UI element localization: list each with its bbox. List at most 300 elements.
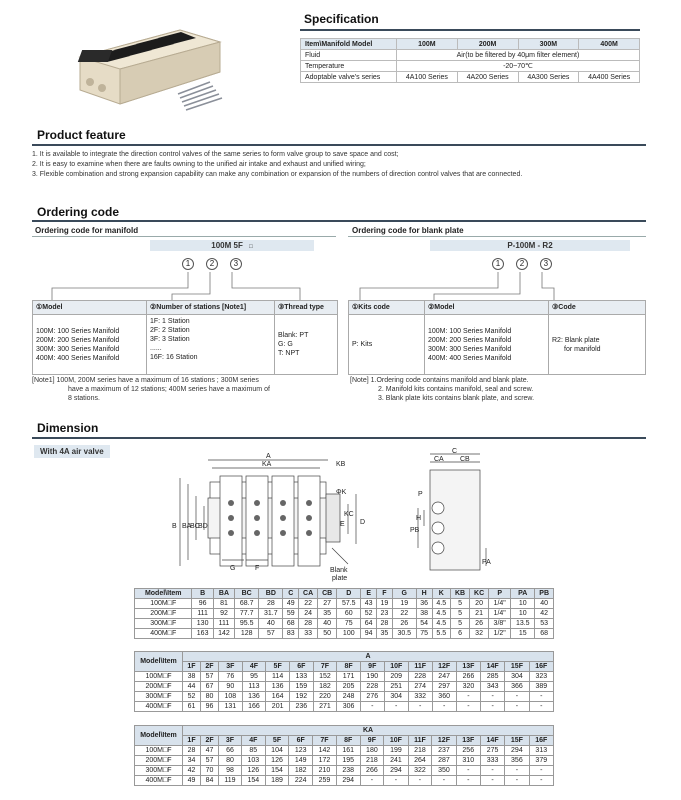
table-cell: 164 xyxy=(266,692,290,702)
table-cell: 4.5 xyxy=(432,609,450,619)
order-header: ③Thread type xyxy=(275,301,338,315)
table-cell: 15 xyxy=(511,629,535,639)
manifold-code-box: □ xyxy=(249,244,253,250)
table-cell: 81 xyxy=(213,599,234,609)
table-cell: - xyxy=(432,776,456,786)
table-cell: 76 xyxy=(219,672,243,682)
label-G: G xyxy=(230,565,236,572)
column-header: 7F xyxy=(313,736,337,746)
table-cell: 180 xyxy=(360,746,384,756)
manifold-front-drawing xyxy=(160,448,380,583)
column-header: 7F xyxy=(313,662,337,672)
spec-value: 4A200 Series xyxy=(457,72,518,83)
table-cell: 171 xyxy=(337,672,361,682)
column-header: 5F xyxy=(265,736,289,746)
table-cell: 271 xyxy=(313,702,337,712)
label-P: P xyxy=(418,491,423,498)
column-header: 6F xyxy=(289,662,313,672)
row-label: 400M□F xyxy=(135,702,183,712)
table-cell: 80 xyxy=(219,756,242,766)
column-header: 13F xyxy=(456,662,480,672)
label-F: F xyxy=(255,565,260,572)
table-cell: 322 xyxy=(408,766,432,776)
model-option: 200M: 200 Series Manifold xyxy=(36,336,120,344)
table-cell: 32 xyxy=(470,629,489,639)
table-cell: 113 xyxy=(242,682,266,692)
table-cell: 28 xyxy=(377,619,393,629)
table-cell: 111 xyxy=(213,619,234,629)
table-cell: 5 xyxy=(450,609,469,619)
table-cell: 236 xyxy=(289,702,313,712)
column-header: 16F xyxy=(529,662,553,672)
table-cell: 4.5 xyxy=(432,599,450,609)
spec-header: 200M xyxy=(457,39,518,50)
table-cell: 199 xyxy=(384,746,408,756)
table-cell: 57 xyxy=(259,629,283,639)
table-cell: 131 xyxy=(219,702,243,712)
table-cell: 42 xyxy=(535,609,554,619)
table-cell: 119 xyxy=(219,776,242,786)
table-cell: 6 xyxy=(450,629,469,639)
table-cell: 40 xyxy=(259,619,283,629)
feature-title: Product feature xyxy=(37,128,126,142)
marker-1: 1 xyxy=(492,258,504,270)
manifold-code xyxy=(150,240,314,251)
manifold-subtitle: Ordering code for manifold xyxy=(35,226,139,235)
label-H: H xyxy=(416,515,422,522)
blank-markers xyxy=(492,258,552,270)
column-header: BA xyxy=(213,589,234,599)
table-cell: 276 xyxy=(360,692,384,702)
label-KA: KA xyxy=(262,461,272,468)
table-cell: 205 xyxy=(337,682,361,692)
table-cell: 38 xyxy=(416,609,432,619)
label-C: C xyxy=(452,448,458,455)
column-header: C xyxy=(283,589,299,599)
column-header: 13F xyxy=(456,736,480,746)
table-cell: 220 xyxy=(313,692,337,702)
manifold-markers xyxy=(182,258,242,270)
table-cell: 49 xyxy=(283,599,299,609)
row-label: 200M□F xyxy=(135,756,183,766)
table-cell: 27 xyxy=(318,599,337,609)
model-option: 300M: 300 Series Manifold xyxy=(36,345,120,353)
table-cell: - xyxy=(529,766,553,776)
column-header: 11F xyxy=(408,662,432,672)
table-cell: 266 xyxy=(456,672,480,682)
table-cell: 57 xyxy=(201,672,219,682)
table-cell: 75 xyxy=(416,629,432,639)
spec-value: 4A400 Series xyxy=(579,72,640,83)
column-header: BD xyxy=(259,589,283,599)
thread-option: Blank: PT xyxy=(278,332,309,339)
table-cell: 320 xyxy=(456,682,480,692)
thread-option: T: NPT xyxy=(278,350,300,357)
label-CA: CA xyxy=(434,456,444,463)
column-header: CA xyxy=(299,589,318,599)
table-cell: 68 xyxy=(535,629,554,639)
model-option: 100M: 100 Series Manifold xyxy=(428,327,512,335)
table-cell: 259 xyxy=(313,776,337,786)
blank-code: P-100M - R2 xyxy=(430,240,630,251)
table-cell: 149 xyxy=(289,756,313,766)
table-cell: 389 xyxy=(529,682,553,692)
table-cell: - xyxy=(529,692,553,702)
column-header: PA xyxy=(511,589,535,599)
table-cell: 266 xyxy=(360,766,384,776)
table-cell: 53 xyxy=(535,619,554,629)
table-cell: 224 xyxy=(289,776,313,786)
table-cell: 251 xyxy=(384,682,408,692)
station-option: 1F: 1 Station xyxy=(150,318,190,325)
table-cell: 57 xyxy=(201,756,219,766)
manifold-notes xyxy=(32,376,270,403)
table-cell: 35 xyxy=(318,609,337,619)
table-cell: 30.5 xyxy=(392,629,416,639)
table-cell: 1/4" xyxy=(489,599,511,609)
label-B: B xyxy=(172,523,177,530)
column-header: 10F xyxy=(384,662,408,672)
station-option: 2F: 2 Station xyxy=(150,327,190,334)
table-cell: 294 xyxy=(336,776,360,786)
column-header: 14F xyxy=(480,736,504,746)
table-cell: 21 xyxy=(470,609,489,619)
table-cell: 54 xyxy=(416,619,432,629)
table-cell: - xyxy=(529,776,553,786)
table-cell: - xyxy=(408,702,432,712)
spec-label: Fluid xyxy=(301,50,397,61)
column-header: 10F xyxy=(384,736,408,746)
table-cell: 154 xyxy=(265,766,289,776)
feature-list xyxy=(32,150,672,180)
table-cell: 22 xyxy=(299,599,318,609)
column-header: 5F xyxy=(266,662,290,672)
table-cell: 247 xyxy=(432,672,456,682)
table-cell: 5 xyxy=(450,599,469,609)
column-header: CB xyxy=(318,589,337,599)
spec-header: Item\Manifold Model xyxy=(301,39,397,50)
note-line: [Note1] 100M, 200M series have a maximum of 16 stations ; 300M series xyxy=(32,377,259,384)
table-cell: 103 xyxy=(241,756,265,766)
table-cell: 360 xyxy=(432,692,456,702)
table-cell: 40 xyxy=(318,619,337,629)
model-option: 400M: 400 Series Manifold xyxy=(428,354,512,362)
note-line: 8 stations. xyxy=(68,395,100,402)
table-cell: 40 xyxy=(535,599,554,609)
table-cell: 28 xyxy=(299,619,318,629)
table-cell: - xyxy=(384,776,408,786)
marker-1: 1 xyxy=(182,258,194,270)
table-row xyxy=(135,599,554,609)
table-cell: 68 xyxy=(283,619,299,629)
table-cell: 96 xyxy=(201,702,219,712)
column-header: E xyxy=(361,589,377,599)
table-row xyxy=(135,629,554,639)
table-cell: 366 xyxy=(505,682,529,692)
table-cell: 210 xyxy=(313,766,337,776)
table-cell: 163 xyxy=(192,629,213,639)
table-cell: 67 xyxy=(201,682,219,692)
table-cell: - xyxy=(456,766,480,776)
column-header: 1F xyxy=(183,662,201,672)
column-header: 6F xyxy=(289,736,313,746)
manifold-photo xyxy=(70,12,240,117)
table-cell: - xyxy=(456,776,480,786)
table-cell: 297 xyxy=(432,682,456,692)
table-cell: 218 xyxy=(360,756,384,766)
code-option: for manifold xyxy=(564,345,601,353)
label-BC: BC xyxy=(190,523,200,530)
table-cell: 192 xyxy=(289,692,313,702)
label-D: D xyxy=(360,519,366,526)
table-cell: 238 xyxy=(336,766,360,776)
label-CB: CB xyxy=(460,456,470,463)
label-plate: plate xyxy=(332,575,348,582)
table-cell: 159 xyxy=(289,682,313,692)
group-header: A xyxy=(183,652,554,662)
dimension-table-KA xyxy=(134,725,554,786)
table-cell: 333 xyxy=(480,756,504,766)
label-PhiK: ΦK xyxy=(336,489,347,496)
table-cell: 304 xyxy=(505,672,529,682)
spec-label: Temperature xyxy=(301,61,397,72)
corner-header: Model\Item xyxy=(135,726,183,746)
row-label: 100M□F xyxy=(135,599,192,609)
table-cell: 123 xyxy=(289,746,313,756)
column-header: 1F xyxy=(183,736,201,746)
table-cell: 332 xyxy=(408,692,432,702)
table-cell: - xyxy=(481,702,505,712)
column-header: 4F xyxy=(241,736,265,746)
row-label: 300M□F xyxy=(135,692,183,702)
table-cell: 75 xyxy=(337,619,361,629)
column-header: 3F xyxy=(219,736,242,746)
table-cell: 356 xyxy=(505,756,529,766)
column-header: 11F xyxy=(408,736,432,746)
table-cell: - xyxy=(505,766,529,776)
table-cell: - xyxy=(360,702,384,712)
spec-label: Adoptable valve's series xyxy=(301,72,397,83)
table-cell: 23 xyxy=(377,609,393,619)
table-cell: 61 xyxy=(183,702,201,712)
marker-3: 3 xyxy=(230,258,242,270)
table-cell: 95.5 xyxy=(235,619,259,629)
feature-item: 3. Flexible combination and strong expansion capability can make any combination or expansion of the numbers of direction control valves that are connected. xyxy=(32,171,523,178)
table-cell: 182 xyxy=(289,766,313,776)
table-cell: 237 xyxy=(432,746,456,756)
table-cell: 26 xyxy=(470,619,489,629)
table-cell: 44 xyxy=(183,682,201,692)
table-cell: 264 xyxy=(408,756,432,766)
table-cell: 19 xyxy=(392,599,416,609)
table-cell: 142 xyxy=(313,746,337,756)
table-cell: 228 xyxy=(360,682,384,692)
column-header: 9F xyxy=(360,736,384,746)
table-cell: 33 xyxy=(299,629,318,639)
table-cell: 70 xyxy=(201,766,219,776)
table-cell: - xyxy=(529,702,553,712)
station-option: ...... xyxy=(150,345,162,352)
label-KC: KC xyxy=(344,511,354,518)
dimension-table-main xyxy=(134,588,554,639)
table-cell: 95 xyxy=(242,672,266,682)
kits-option: P: Kits xyxy=(352,341,373,348)
table-cell: 209 xyxy=(384,672,408,682)
table-cell: 154 xyxy=(241,776,265,786)
note-line: 2. Manifold kits contains manifold, seal and screw. xyxy=(378,386,534,393)
model-option: 400M: 400 Series Manifold xyxy=(36,354,120,362)
column-header: KC xyxy=(470,589,489,599)
column-header: 14F xyxy=(481,662,505,672)
table-cell: 313 xyxy=(529,746,553,756)
table-row xyxy=(135,619,554,629)
table-cell: 294 xyxy=(505,746,529,756)
table-cell: 28 xyxy=(259,599,283,609)
table-cell: 10 xyxy=(511,599,535,609)
column-header: K xyxy=(432,589,450,599)
table-cell: 4.5 xyxy=(432,619,450,629)
table-row xyxy=(135,766,554,776)
table-cell: 201 xyxy=(266,702,290,712)
table-cell: 323 xyxy=(529,672,553,682)
table-cell: 136 xyxy=(266,682,290,692)
table-cell: 85 xyxy=(241,746,265,756)
label-BD: BD xyxy=(198,523,208,530)
table-cell: 36 xyxy=(416,599,432,609)
table-cell: 172 xyxy=(313,756,337,766)
column-header: 16F xyxy=(529,736,553,746)
feature-item: 2. It is easy to examine when there are faults owning to the unified air intake and exhaust and unified wiring; xyxy=(32,161,366,168)
label-blank: Blank xyxy=(330,567,348,574)
label-KB: KB xyxy=(336,461,346,468)
column-header: 15F xyxy=(505,736,529,746)
column-header: F xyxy=(377,589,393,599)
table-cell: 166 xyxy=(242,702,266,712)
order-header: ②Model xyxy=(425,301,549,315)
model-option: 300M: 300 Series Manifold xyxy=(428,345,512,353)
note-line: [Note] 1.Ordering code contains manifold and blank plate. xyxy=(350,377,529,384)
table-row xyxy=(135,692,554,702)
table-cell: - xyxy=(505,692,529,702)
table-cell: - xyxy=(384,702,408,712)
table-cell: 189 xyxy=(265,776,289,786)
spec-value: Air(to be filtered by 40μm filter element) xyxy=(397,50,640,61)
table-row xyxy=(135,756,554,766)
spec-table xyxy=(300,38,640,83)
table-cell: - xyxy=(481,692,505,702)
table-cell: 47 xyxy=(201,746,219,756)
table-cell: 133 xyxy=(289,672,313,682)
marker-2: 2 xyxy=(206,258,218,270)
table-cell: 49 xyxy=(183,776,201,786)
table-cell: 104 xyxy=(265,746,289,756)
table-cell: 19 xyxy=(377,599,393,609)
table-cell: 306 xyxy=(337,702,361,712)
label-A: A xyxy=(266,453,271,460)
table-cell: 304 xyxy=(384,692,408,702)
table-cell: 343 xyxy=(481,682,505,692)
order-header: ①Model xyxy=(33,301,147,315)
table-cell: 130 xyxy=(192,619,213,629)
table-row xyxy=(135,609,554,619)
table-cell: 77.7 xyxy=(235,609,259,619)
spec-value: 4A300 Series xyxy=(518,72,579,83)
table-cell: 66 xyxy=(219,746,242,756)
column-header: KB xyxy=(450,589,469,599)
table-cell: 182 xyxy=(313,682,337,692)
table-cell: 68.7 xyxy=(235,599,259,609)
table-cell: - xyxy=(456,692,480,702)
column-header: P xyxy=(489,589,511,599)
table-cell: - xyxy=(360,776,384,786)
table-cell: 5 xyxy=(450,619,469,629)
blank-subtitle: Ordering code for blank plate xyxy=(352,226,464,235)
thread-option: G: G xyxy=(278,341,293,348)
table-row xyxy=(135,776,554,786)
spec-value: 4A100 Series xyxy=(397,72,458,83)
table-cell: 285 xyxy=(481,672,505,682)
label-PA: PA xyxy=(482,559,491,566)
table-cell: 152 xyxy=(313,672,337,682)
table-cell: 34 xyxy=(183,756,201,766)
column-header: G xyxy=(392,589,416,599)
table-cell: 218 xyxy=(408,746,432,756)
table-cell: 3/8" xyxy=(489,619,511,629)
table-row xyxy=(135,746,554,756)
label-BA: BA xyxy=(182,523,192,530)
column-header: H xyxy=(416,589,432,599)
table-cell: 57.5 xyxy=(337,599,361,609)
order-header: ①Kits code xyxy=(349,301,425,315)
marker-2: 2 xyxy=(516,258,528,270)
table-cell: 128 xyxy=(235,629,259,639)
table-cell: - xyxy=(480,776,504,786)
code-option: R2: Blank plate xyxy=(552,336,600,344)
table-cell: 22 xyxy=(392,609,416,619)
column-header: D xyxy=(337,589,361,599)
spec-header: 100M xyxy=(397,39,458,50)
table-cell: 1/4" xyxy=(489,609,511,619)
table-cell: 83 xyxy=(283,629,299,639)
table-cell: 142 xyxy=(213,629,234,639)
column-header: Model\Item xyxy=(135,589,192,599)
table-cell: 126 xyxy=(241,766,265,776)
column-header: 15F xyxy=(505,662,529,672)
table-cell: 31.7 xyxy=(259,609,283,619)
table-cell: 228 xyxy=(408,672,432,682)
row-label: 100M□F xyxy=(135,746,183,756)
blank-leader-lines xyxy=(348,270,648,302)
label-E: E xyxy=(340,521,345,528)
table-cell: 108 xyxy=(219,692,243,702)
table-cell: 126 xyxy=(265,756,289,766)
blank-notes xyxy=(350,376,534,403)
column-header: PB xyxy=(535,589,554,599)
station-option: 3F: 3 Station xyxy=(150,336,190,343)
column-header: 3F xyxy=(219,662,243,672)
order-header: ②Number of stations [Note1] xyxy=(147,301,275,315)
table-cell: 43 xyxy=(361,599,377,609)
table-cell: 379 xyxy=(529,756,553,766)
manifold-order-table xyxy=(32,300,338,375)
table-cell: 90 xyxy=(219,682,243,692)
table-cell: 50 xyxy=(318,629,337,639)
model-option: 200M: 200 Series Manifold xyxy=(428,336,512,344)
table-cell: 20 xyxy=(470,599,489,609)
table-cell: 111 xyxy=(192,609,213,619)
table-row xyxy=(135,682,554,692)
manifold-code-text: 100M 5F xyxy=(211,241,243,250)
